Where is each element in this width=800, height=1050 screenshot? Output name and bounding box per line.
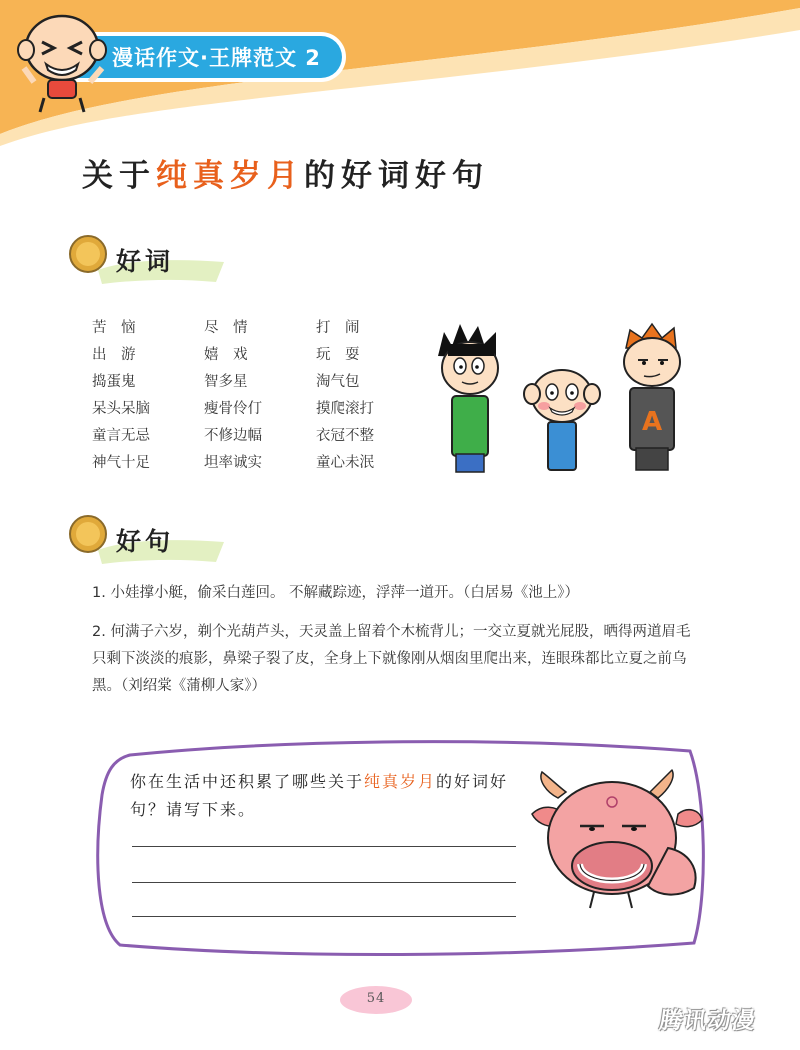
word: 神气十足 <box>92 455 150 471</box>
page-number: 54 <box>366 991 386 1006</box>
word: 坦率诚实 <box>204 455 262 471</box>
prompt-text <box>130 768 530 824</box>
prompt-highlight: 纯真岁月 <box>364 772 437 791</box>
word: 出 游 <box>92 347 136 363</box>
word: 尽 情 <box>204 320 248 336</box>
word: 童心未泯 <box>316 455 374 471</box>
watermark-text: 腾讯动漫 <box>657 1008 758 1034</box>
word: 童言无忌 <box>92 428 150 444</box>
sentence-item: 1. 小娃撑小艇，偷采白莲回。 不解藏踪迹，浮萍一道开。（白居易《池上》） <box>92 585 580 601</box>
title-suffix: 的好词好句 <box>304 158 489 194</box>
page-title <box>82 150 489 195</box>
word: 衣冠不整 <box>316 428 374 444</box>
word: 嬉 戏 <box>204 347 248 363</box>
word: 智多星 <box>204 374 248 390</box>
word: 呆头呆脑 <box>92 401 150 417</box>
writing-line[interactable] <box>132 846 516 847</box>
writing-line[interactable] <box>132 882 516 883</box>
word: 打 闹 <box>316 320 360 336</box>
gold-coin-icon <box>68 514 108 554</box>
good-sentences-heading <box>68 512 228 574</box>
mascot-boy-illustration <box>14 8 114 114</box>
title-prefix: 关于 <box>82 158 156 194</box>
good-words-label: 好词 <box>116 247 175 276</box>
word: 淘气包 <box>316 374 360 390</box>
sentence-item: 2. 何满子六岁，剃个光葫芦头，天灵盖上留着个木梳背儿；一交立夏就光屁股，晒得两道眉毛只剩下淡淡的痕影，鼻梁子裂了皮，全身上下就像刚从烟囱里爬出来，连眼珠都比立夏之前乌黑。（刘绍棠《蒲柳人家》） <box>92 624 691 694</box>
prompt-suffix: 的好词好句？请写下来。 <box>130 772 509 819</box>
series-title: 漫话作文·王牌范文 2 <box>112 46 321 70</box>
good-words-heading <box>68 232 228 294</box>
three-kids-illustration <box>430 318 690 476</box>
pink-ox-illustration <box>528 768 704 918</box>
writing-line[interactable] <box>132 916 516 917</box>
word: 摸爬滚打 <box>316 401 374 417</box>
gold-coin-icon <box>68 234 108 274</box>
good-words-grid <box>92 318 402 473</box>
word: 瘦骨伶仃 <box>204 401 262 417</box>
word: 苦 恼 <box>92 320 136 336</box>
svg-text:A: A <box>642 407 663 437</box>
word: 捣蛋鬼 <box>92 374 136 390</box>
word: 玩 耍 <box>316 347 360 363</box>
good-sentences-list <box>92 580 702 712</box>
good-sentences-label: 好句 <box>116 527 175 556</box>
title-highlight: 纯真岁月 <box>156 158 304 194</box>
word: 不修边幅 <box>204 428 262 444</box>
prompt-prefix: 你在生活中还积累了哪些关于 <box>130 772 365 791</box>
